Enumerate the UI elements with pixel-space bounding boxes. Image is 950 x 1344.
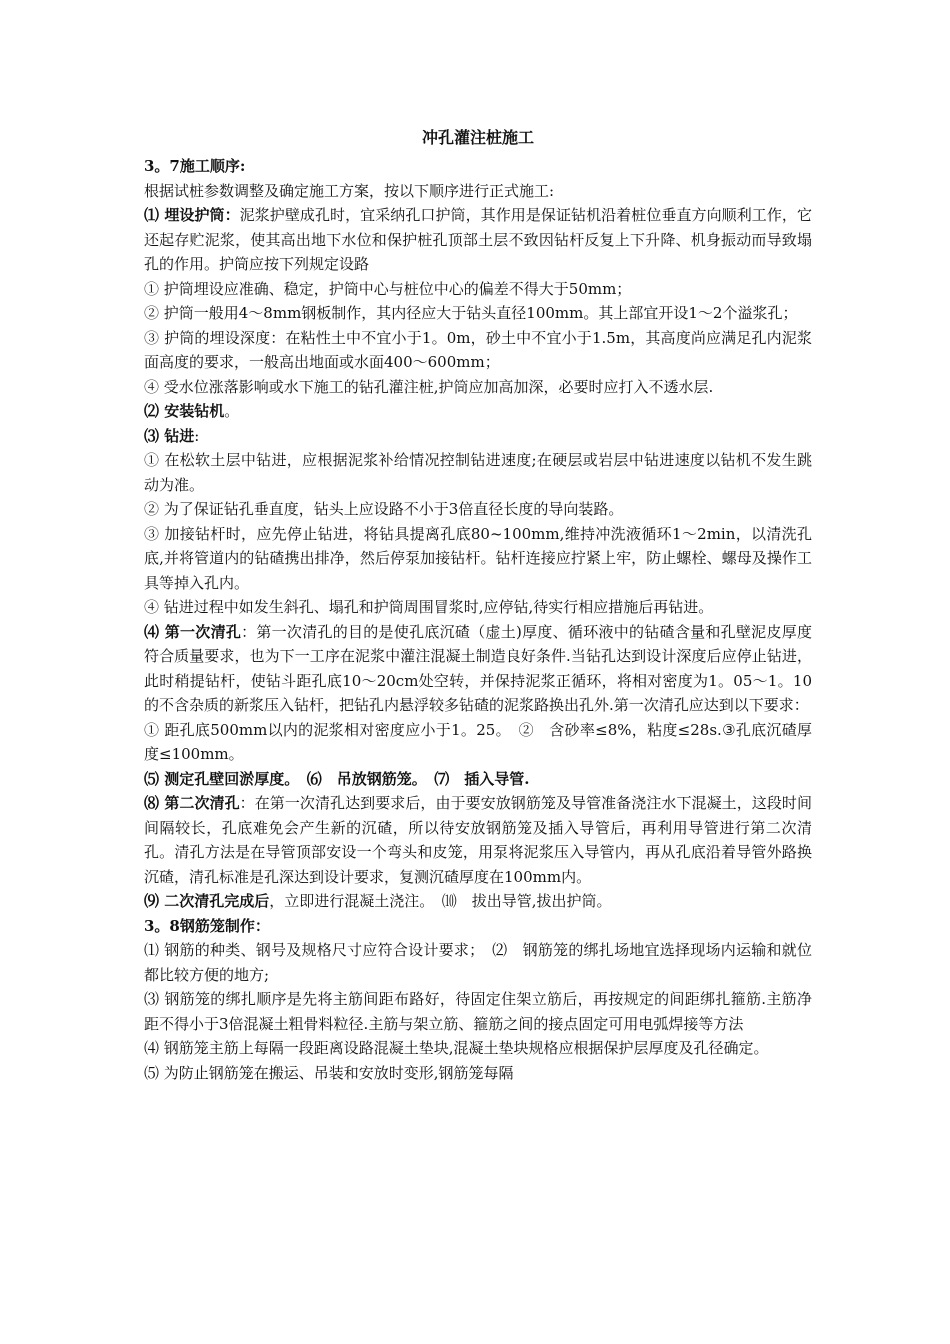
page-title: 冲孔灌注桩施工: [421, 128, 534, 147]
section-heading-3-7: 3。7施工顺序:: [144, 157, 246, 175]
list-item: ⑸ 为防止钢筋笼在搬运、吊装和安放时变形,钢筋笼每隔: [144, 1063, 514, 1082]
section-heading-3-8: 3。8钢筋笼制作：: [144, 916, 270, 935]
paragraph-first-cleaning: [144, 620, 812, 718]
paragraph-requirements: ① 距孔底500mm以内的泥浆相对密度应小于1。25。 ② 含砂率≤8%，粘度≤28s.③孔底沉碴厚度≤100mm。: [144, 720, 812, 763]
list-item: ① 护筒埋设应准确、稳定，护筒中心与桩位中心的偏差不得大于50mm；: [144, 279, 632, 298]
paragraph-label: ⑻ 第二次清孔: [144, 794, 240, 812]
paragraph-text: ：第一次清孔的目的是使孔底沉碴（虚土)厚度、循环液中的钻碴含量和孔壁泥皮厚度符合质量要求，也为下一工序在泥浆中灌注混凝土制造良好条件.当钻孔达到设计深度后应停止钻进，此时稍提钻杆，使钻斗距孔底10～20cm处空转，并保持泥浆正循环，将相对密度为1。05～1。10的不含杂质的新浆压入钻杆，把钻孔内悬浮较多钻碴的泥浆路换出孔外.第一次清孔应达到以下要求：: [144, 622, 812, 714]
paragraph-install-rig: [144, 399, 812, 424]
list-item: ③ 加接钻杆时，应先停止钻进，将钻具提离孔底80~100mm,维持冲洗液循环1～2min，以清洗孔底,并将管道内的钻碴携出排净，然后停泵加接钻杆。钻杆连接应拧紧上牢，防止螺栓、螺母及操作工具等掉入孔内。: [144, 524, 812, 592]
document-body: [144, 126, 812, 1085]
paragraph-text: :: [194, 426, 200, 445]
paragraph-label: ⑷ 第一次清孔: [144, 622, 242, 641]
paragraph-label: ⑴ 埋设护筒：: [144, 206, 240, 224]
list-item: ⑷ 钢筋笼主筋上每隔一段距离设路混凝土垫块,混凝土垫块规格应根据保护层厚度及孔径确定。: [144, 1039, 769, 1057]
list-item: ④ 受水位涨落影响或水下施工的钻孔灌注桩,护筒应加高加深，必要时应打入不透水层.: [144, 377, 714, 396]
list-item: ② 护筒一般用4～8mm钢板制作，其内径应大于钻头直径100mm。其上部宜开设1～2个溢浆孔；: [144, 304, 798, 322]
list-item: ① 在松软土层中钻进，应根据泥浆补给情况控制钻进速度;在硬层或岩层中钻进速度以钻机不发生跳动为准。: [144, 451, 812, 494]
paragraph-casing: [144, 203, 812, 277]
paragraph-text: 泥浆护壁成孔时，宜采纳孔口护筒，其作用是保证钻机沿着桩位垂直方向顺利工作，它还起存贮泥浆，使其高出地下水位和保护桩孔顶部土层不致因钻杆反复上下升降、机身振动而导致塌孔的作用。护筒应按下列规定设路: [144, 206, 812, 273]
paragraph-text: 。: [224, 402, 240, 420]
paragraph-text: ，立即进行混凝土浇注。 ⑽ 拔出导管,拔出护筒。: [269, 892, 612, 910]
paragraph-pouring: [144, 889, 812, 914]
paragraph-drilling: [144, 424, 812, 449]
section-intro: 根据试桩参数调整及确定施工方案，按以下顺序进行正式施工:: [144, 181, 555, 200]
paragraph-text: ：在第一次清孔达到要求后，由于要安放钢筋笼及导管准备浇注水下混凝土，这段时间间隔较长，孔底难免会产生新的沉碴，所以待安放钢筋笼及插入导管后，再利用导管进行第二次清孔。清孔方法是在导管顶部安设一个弯头和皮笼，用泵将泥浆压入导管内，再从孔底沿着导管外路换沉碴，清孔标准是孔深达到设计要求，复测沉碴厚度在100mm内。: [144, 794, 812, 886]
paragraph-second-cleaning: [144, 791, 812, 889]
list-item: ⑶ 钢筋笼的绑扎顺序是先将主筋间距布路好，待固定住架立筋后，再按规定的间距绑扎箍筋.主筋净距不得小于3倍混凝土粗骨料粒径.主筋与架立筋、箍筋之间的接点固定可用电弧焊接等方法: [144, 990, 812, 1033]
paragraph-label: ⑶ 钻进: [144, 426, 195, 445]
paragraph-label: ⑼ 二次清孔完成后: [144, 892, 270, 910]
list-item: ⑴ 钢筋的种类、钢号及规格尺寸应符合设计要求； ⑵ 钢筋笼的绑扎场地宜选择现场内运输和就位都比较方便的地方;: [144, 941, 812, 984]
paragraph-steps-5-7: ⑸ 测定孔壁回淤厚度。 ⑹ 吊放钢筋笼。 ⑺ 插入导管.: [144, 769, 530, 788]
list-item: ③ 护筒的埋设深度：在粘性土中不宜小于1。0m，砂土中不宜小于1.5m，其高度尚应满足孔内泥浆面高度的要求，一般高出地面或水面400～600mm；: [144, 328, 812, 371]
paragraph-label: ⑵ 安装钻机: [144, 402, 225, 420]
list-item: ④ 钻进过程中如发生斜孔、塌孔和护筒周围冒浆时,应停钻,待实行相应措施后再钻进。: [144, 598, 714, 616]
list-item: ② 为了保证钻孔垂直度，钻头上应设路不小于3倍直径长度的导向装路。: [144, 500, 624, 518]
